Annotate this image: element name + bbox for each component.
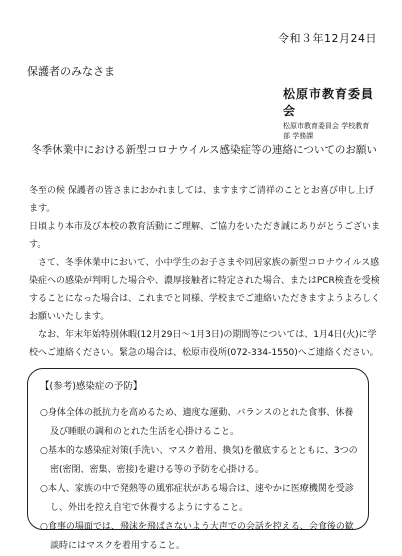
- prevention-box-title: 【(参考)感染症の予防】: [40, 381, 143, 392]
- body-paragraph-1: 冬至の候 保護者の皆さまにおかれましては、ますますご清祥のこととお喜び申し上げます。: [29, 186, 374, 214]
- recipient-line: 保護者のみなさま: [27, 65, 115, 78]
- prevention-item-3: ○本人、家族の中で発熱等の風邪症状がある場合は、速やかに医療機関を受診し、外出を控え自宅で休養するようにすること。: [40, 484, 354, 513]
- body-paragraph-2: 日頃より本市及び本校の教育活動にご理解、ご協力をいただき誠にありがとうございます。: [29, 222, 381, 250]
- prevention-item-4: ○食事の場面では、飛沫を飛ばさないよう大声での会話を控える、会食後の歓談時にはマスクを着用すること。: [40, 522, 354, 551]
- sender-organization: 松原市教育委員会: [283, 87, 375, 118]
- prevention-item-2: ○基本的な感染症対策(手洗い、マスク着用、換気)を徹底するとともに、3つの密(密閉、密集、密接)を避ける等の予防を心掛ける。: [40, 446, 358, 475]
- prevention-item-1: ○身体全体の抵抗力を高めるため、適度な運動、バランスのとれた食事、休養及び睡眠の調和のとれた生活を心掛けること。: [40, 408, 354, 437]
- document-date: 令和３年12月24日: [278, 32, 377, 45]
- sender-division: 松原市教育委員会 学校教育部 学務課: [283, 122, 370, 140]
- body-paragraph-3: さて、冬季休業中において、小中学生のお子さまや同居家族の新型コロナウイルス感染症への感染が判明した場合や、濃厚接触者に特定された場合、またはPCR検査を受検することになった場合は、これまでと同様、学校までご連絡いただきますようよろしくお願いいたします。: [29, 258, 381, 322]
- body-text: [29, 182, 381, 362]
- body-paragraph-4: なお、年末年始特別休暇(12月29日～1月3日)の期間等については、1月4日(火)に学校へご連絡ください。緊急の場合は、松原市役所(072-334-1550)へご連絡ください。: [29, 330, 379, 358]
- prevention-list: [40, 404, 358, 556]
- document-title: 冬季休業中における新型コロナウイルス感染症等の連絡についてのお願い: [31, 144, 377, 156]
- sender-block: [283, 85, 375, 141]
